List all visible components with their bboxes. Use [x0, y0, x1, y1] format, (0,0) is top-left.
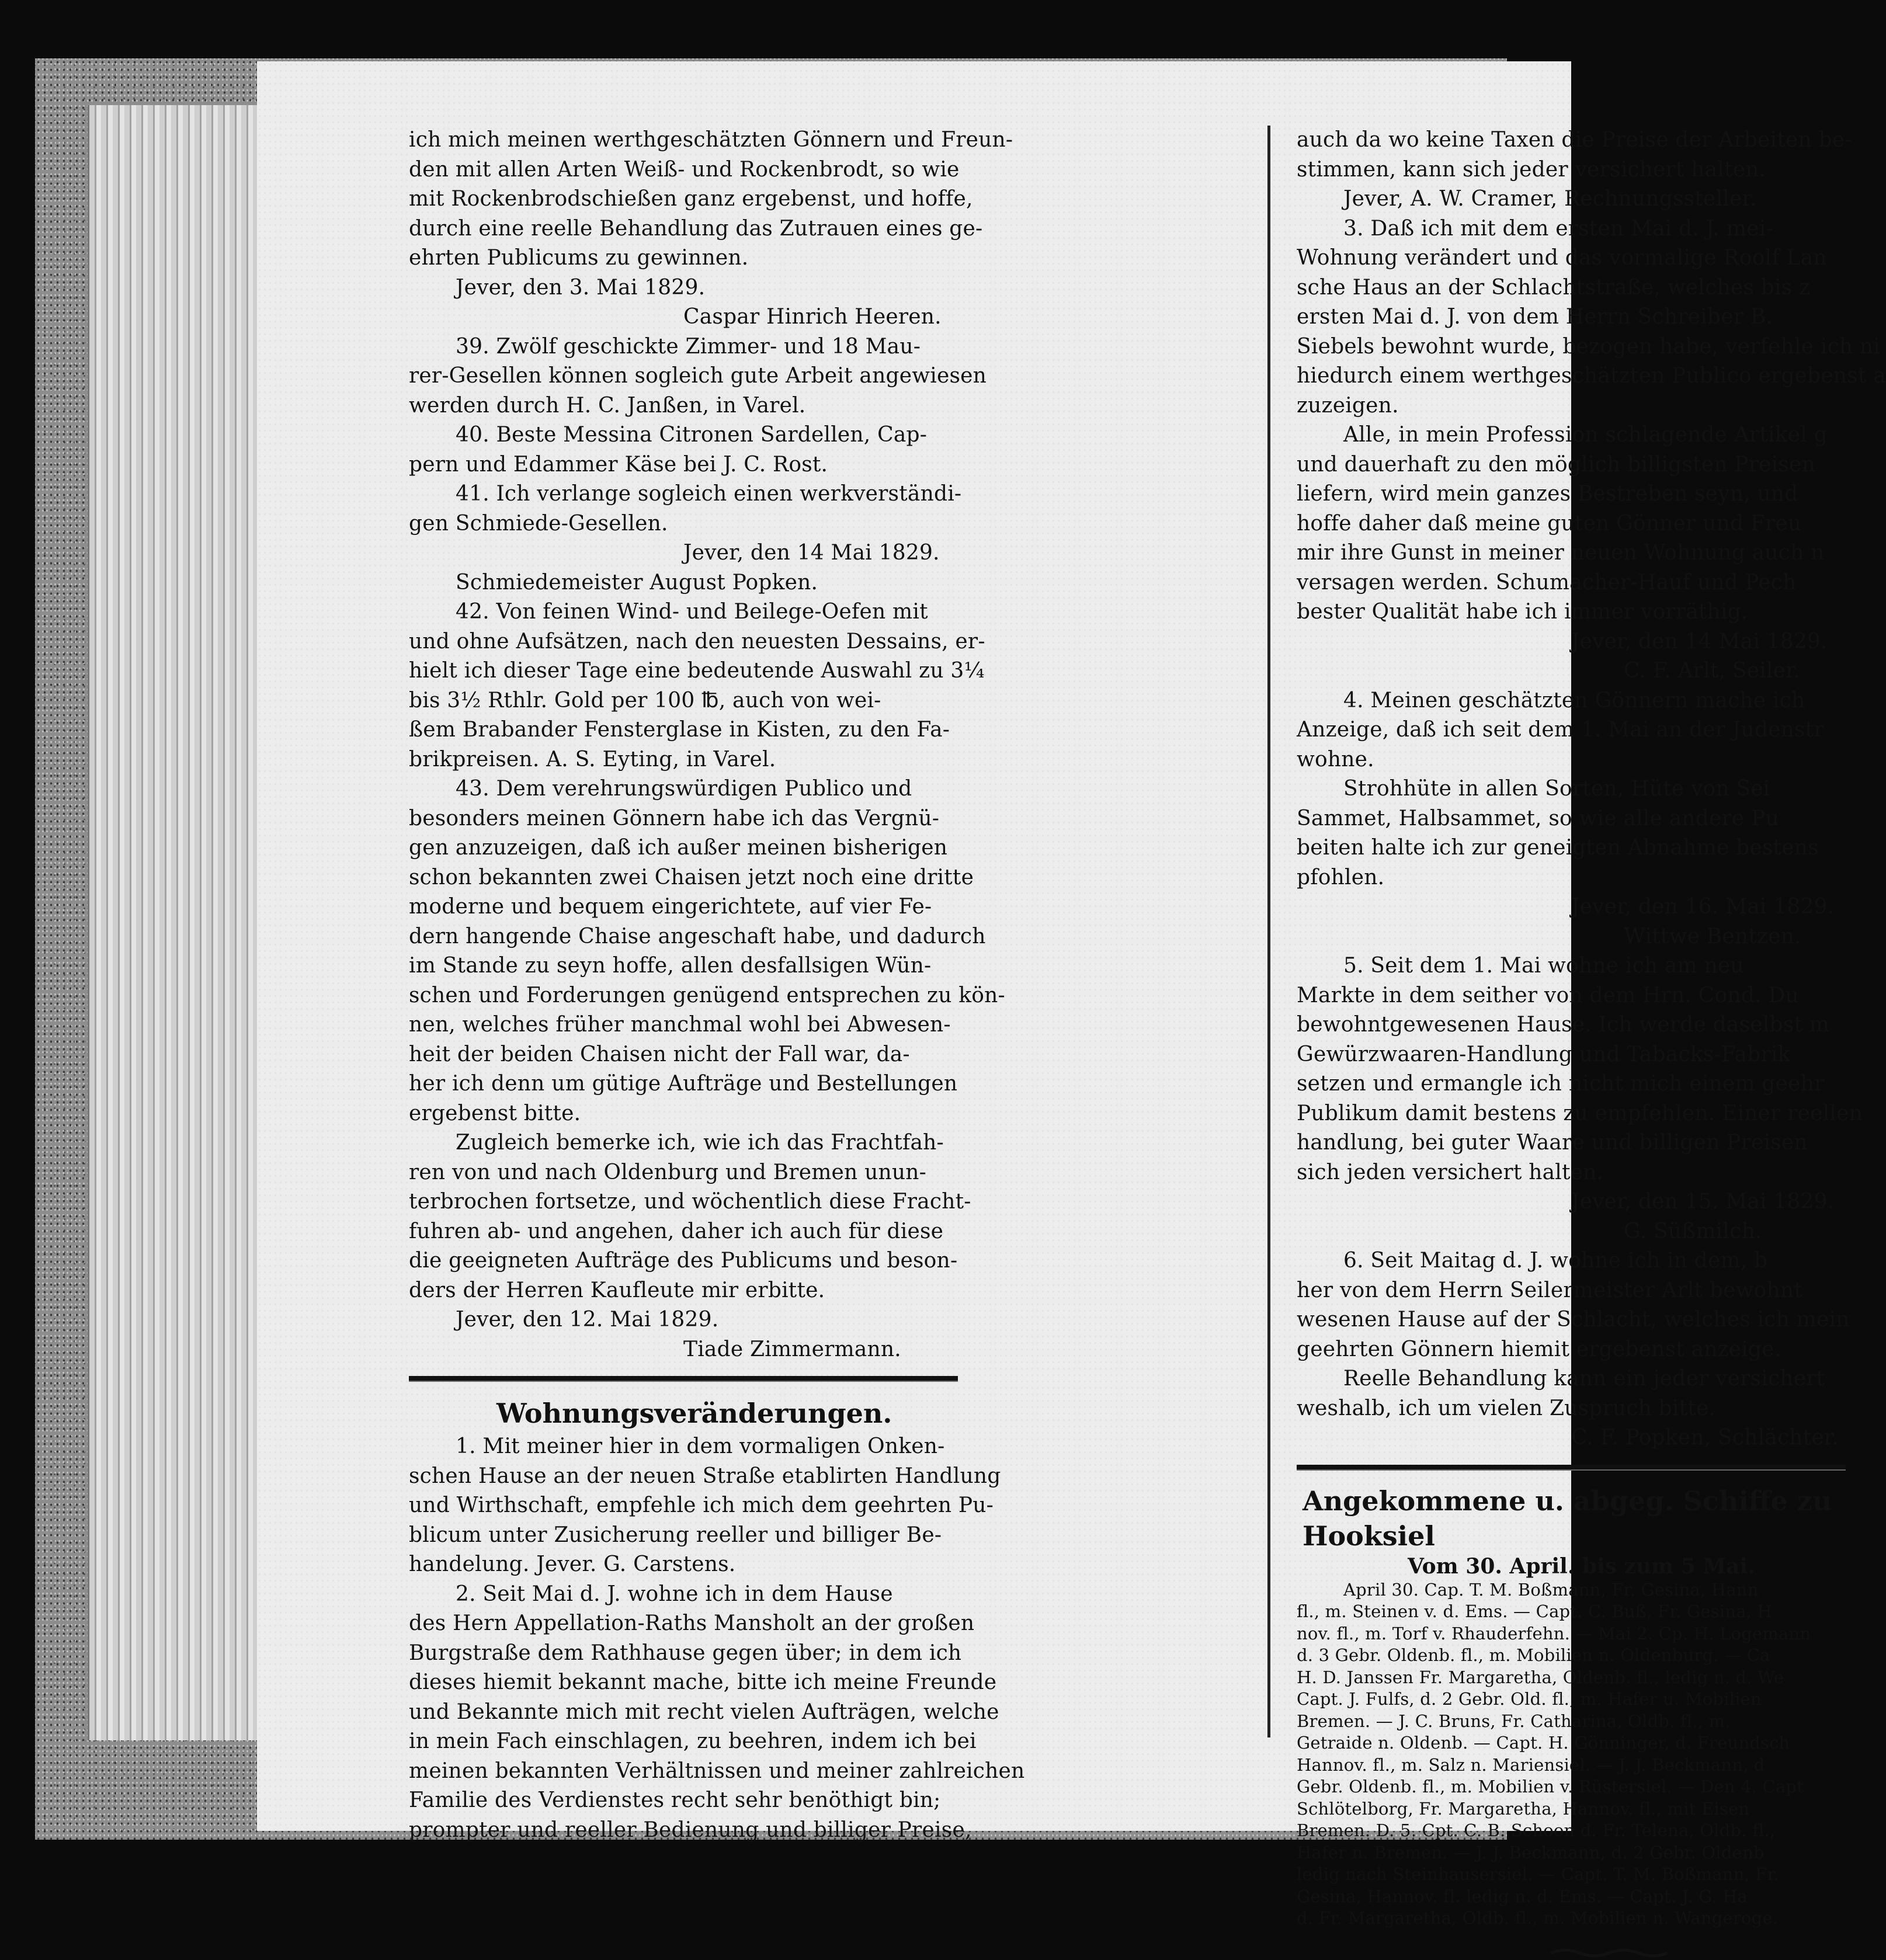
ship-line: ledig nach Steinhausersiel. — Capt. T. M. Boßmann, Fr.	[1297, 1864, 1779, 1884]
ship-line: Gebr. Oldenb. fl., m. Mobilien v. Rüstersiel. — Den 4. Capt	[1297, 1777, 1804, 1796]
notice-4-line: 4. Meinen geschätzten Gönnern mache ich	[1343, 688, 1805, 713]
signature: Wittwe Bentzen.	[1624, 924, 1801, 948]
text-line: Sammet, Halbsammet, so wie alle andere Pu	[1297, 806, 1779, 830]
dateline: Jever, den 15. Mai 1829.	[1571, 1190, 1835, 1214]
text-line: Gewürzwaaren-Handlung und Tabacks-Fabrik	[1297, 1042, 1791, 1066]
text-line: hielt ich dieser Tage eine bedeutende Auswahl zu 3¼	[409, 659, 985, 683]
dateline: Jever, den 12. Mai 1829.	[456, 1308, 719, 1332]
text-line: sche Haus an der Schlachtstraße, welches bis z	[1297, 275, 1811, 300]
notice-6-line: 6. Seit Maitag d. J. wohne ich in dem, b	[1343, 1249, 1768, 1273]
text-line: im Stande zu seyn hoffe, allen desfallsigen Wün-	[409, 954, 932, 978]
ship-line: April 30. Cap. T. M. Boßmann, Fr. Gesina, Hann	[1343, 1579, 1759, 1600]
flourish-ornament	[1548, 1946, 1682, 1958]
section-rule	[1297, 1465, 1846, 1471]
newspaper-page	[257, 61, 1886, 1928]
text-line: setzen und ermangle ich nicht mich einem geehr	[1297, 1072, 1825, 1096]
text-line: ehrten Publicums zu gewinnen.	[409, 246, 749, 270]
ship-line: d. Fr. Margaretha, Oldb. fl., m. Mobilien n. Wangeroge.	[1297, 1908, 1779, 1928]
advert-42-line: 42. Von feinen Wind- und Beilege-Oefen mit	[456, 600, 928, 624]
ship-line: Gesina, Hannov. fl. ledig n. d. Ems. — Capt. J. G. Ha	[1297, 1886, 1748, 1906]
text-line: den mit allen Arten Weiß- und Rockenbrodt, so wie	[409, 157, 960, 182]
advert-heeren	[409, 126, 1250, 332]
text-line: in mein Fach einschlagen, zu beehren, indem ich bei	[409, 1729, 977, 1753]
ship-line: Hafer n. Bremen. — J. J. Beckmann, d. 2 Gebr. Oldenb	[1297, 1842, 1765, 1862]
column-divider	[1267, 126, 1270, 1737]
text-line: gen anzuzeigen, daß ich außer meinen bisherigen	[409, 836, 948, 860]
ship-line: nov. fl., m. Torf v. Rhauderfehn. — Mai 2. Cp. H. Logemann	[1297, 1623, 1811, 1643]
text-line: geehrten Gönnern hiemit ergebenst anzeige.	[1297, 1337, 1781, 1361]
text-line: blicum unter Zusicherung reeller und billiger Be-	[409, 1523, 942, 1547]
text-line: her von dem Herrn Seilermeister Arlt bewohnt	[1297, 1278, 1802, 1302]
text-line: stimmen, kann sich jeder versichert halten.	[1297, 157, 1766, 182]
text-line: handlung, bei guter Waare und billigen Preisen	[1297, 1131, 1808, 1155]
text-line: ders der Herren Kaufleute mir erbitte.	[409, 1278, 825, 1302]
ships-list	[1297, 1579, 1846, 1930]
ship-line: fl., m. Steinen v. d. Ems. — Capt. C. Buß, Fr. Gesina, H	[1297, 1601, 1773, 1621]
text-line: pfohlen.	[1297, 865, 1385, 889]
ship-line: d. 3 Gebr. Oldenb. fl., m. Mobilien n. Oldenburg. — Ca	[1297, 1645, 1770, 1665]
text-line: ren von und nach Oldenburg und Bremen unun-	[409, 1160, 926, 1184]
text-line: Alle, in mein Profession schlagende Artikel g	[1343, 423, 1828, 447]
left-column	[409, 126, 1250, 1845]
right-column	[1297, 126, 1886, 1960]
text-line: meinen bekannten Verhältnissen und meiner zahlreichen	[409, 1759, 1025, 1783]
ship-line: H. D. Janssen Fr. Margaretha, Oldenb. fl., ledig n. d. We	[1297, 1667, 1784, 1687]
ship-line: Getraide n. Oldenb. — Capt. H. Gönninger, d. Freundsch	[1297, 1733, 1790, 1753]
text-line: Wohnung verändert und das vormalige Roolf Lan	[1297, 246, 1827, 270]
signature: G. Süßmilch.	[1624, 1219, 1762, 1243]
advert-43-line: 43. Dem verehrungswürdigen Publico und	[456, 777, 912, 801]
signature: Tiade Zimmermann.	[683, 1337, 901, 1361]
text-line: Reelle Behandlung kann ein jeder versichert	[1343, 1367, 1825, 1391]
text-line: handelung. Jever. G. Carstens.	[409, 1552, 736, 1576]
ship-line: Capt. J. Fulfs, d. 2 Gebr. Old. fl., m. Hafer u. Mobilien	[1297, 1689, 1762, 1709]
text-line: mit Rockenbrodschießen ganz ergebenst, und hoffe,	[409, 187, 973, 211]
text-line: auch da wo keine Taxen die Preise der Arbeiten be-	[1297, 128, 1852, 152]
notice-2-line: 2. Seit Mai d. J. wohne ich in dem Hause	[456, 1582, 893, 1606]
dateline: Jever, den 3. Mai 1829.	[456, 275, 706, 300]
text-line: liefern, wird mein ganzes Bestreben seyn, und	[1297, 482, 1798, 506]
text-line: sich jeden versichert halten.	[1297, 1160, 1604, 1184]
text-line: die geeigneten Aufträge des Publicums und beson-	[409, 1249, 958, 1273]
dateline: Jever, den 14 Mai 1829.	[683, 541, 940, 565]
text-line: hiedurch einem werthgeschätzten Publico ergebenst a	[1297, 364, 1886, 388]
text-line: bester Qualität habe ich immer vorräthig.	[1297, 600, 1748, 624]
text-line: besonders meinen Gönnern habe ich das Vergnü-	[409, 806, 940, 830]
text-line: Siebels bewohnt wurde, bezogen habe, verfehle ich ni	[1297, 334, 1881, 359]
text-line: moderne und bequem eingerichtete, auf vier Fe-	[409, 895, 932, 919]
text-line: her ich denn um gütige Aufträge und Bestellungen	[409, 1072, 958, 1096]
signature: C. F. Popken, Schlächter.	[1571, 1426, 1839, 1450]
advert-41-line: 41. Ich verlange sogleich einen werkverständi-	[456, 482, 962, 506]
ship-line: Bremen. D. 5. Cpt. C. B. Schoon d. Fr. Telena, Oldb. fl.,	[1297, 1820, 1776, 1840]
dateline: Jever, den 14 Mai 1829.	[1571, 629, 1828, 654]
ship-line: Schlötelborg, Fr. Margaretha, Hannov. fl., mit Eisen	[1297, 1798, 1750, 1819]
text-line: beiten halte ich zur geneigten Abnahme bestens	[1297, 836, 1819, 860]
text-line: Zugleich bemerke ich, wie ich das Frachtfah-	[456, 1131, 944, 1155]
text-line: wohne.	[1297, 747, 1374, 772]
ships-date-range: Vom 30. April. bis zum 5 Mai.	[1408, 1554, 1755, 1579]
text-line: Burgstraße dem Rathhause gegen über; in dem ich	[409, 1641, 962, 1665]
signature: C. F. Arlt, Seiler.	[1624, 659, 1801, 683]
signature: Caspar Hinrich Heeren.	[683, 305, 942, 329]
advert-40-line: 40. Beste Messina Citronen Sardellen, Cap-	[456, 423, 928, 447]
text-line: rer-Gesellen können sogleich gute Arbeit angewiesen	[409, 364, 987, 388]
notice-1-line: 1. Mit meiner hier in dem vormaligen Onken-	[456, 1434, 945, 1458]
text-line: Familie des Verdienstes recht sehr benöthigt bin;	[409, 1788, 941, 1812]
advert-39-line: 39. Zwölf geschickte Zimmer- und 18 Mau-	[456, 334, 921, 359]
text-line: terbrochen fortsetze, und wöchentlich diese Fracht-	[409, 1190, 971, 1214]
section-rule	[409, 1376, 958, 1382]
text-line: nen, welches früher manchmal wohl bei Abwesen-	[409, 1013, 951, 1037]
dateline: Jever, den 16. Mai 1829.	[1571, 895, 1835, 919]
ship-line: Bremen. — J. C. Bruns, Fr. Catharina, Oldb. fl., m.	[1297, 1711, 1731, 1731]
text-line: ich mich meinen werthgeschätzten Gönnern und Freun-	[409, 128, 1013, 152]
text-line: zuzeigen.	[1297, 393, 1399, 418]
text-line: schen und Forderungen genügend entsprechen zu kön-	[409, 983, 1005, 1007]
housing-notices	[409, 1432, 1250, 1845]
signature: Jever, A. W. Cramer, Rechnungssteller.	[1343, 187, 1757, 211]
text-line: und Wirthschaft, empfehle ich mich dem geehrten Pu-	[409, 1493, 994, 1517]
text-line: und ohne Aufsätzen, nach den neuesten Dessains, er-	[409, 629, 985, 654]
text-line: brikpreisen. A. S. Eyting, in Varel.	[409, 747, 776, 772]
text-line: wesenen Hause auf der Schlacht, welches ich mein	[1297, 1308, 1850, 1332]
text-line: bewohntgewesenen Hause. Ich werde daselbst m	[1297, 1013, 1830, 1037]
text-line: mir ihre Gunst in meiner neuen Wohnung auch n	[1297, 541, 1825, 565]
text-line: des Hern Appellation-Raths Mansholt an der großen	[409, 1611, 975, 1635]
text-line: durch eine reelle Behandlung das Zutrauen eines ge-	[409, 216, 983, 241]
text-line: fuhren ab- und angehen, daher ich auch für diese	[409, 1219, 944, 1243]
text-line: versagen werden. Schumacher-Hauf und Pech	[1297, 570, 1797, 595]
ships-heading: Angekommene u. abgeg. Schiffe zu Hooksiel	[1303, 1485, 1832, 1552]
text-line: ergebenst bitte.	[409, 1101, 581, 1125]
text-line: ersten Mai d. J. von dem Herrn Schreiber B.	[1297, 305, 1773, 329]
text-line: Strohhüte in allen Sorten, Hüte von Sei	[1343, 777, 1770, 801]
text-line: heit der beiden Chaisen nicht der Fall war, da-	[409, 1042, 910, 1066]
text-line: prompter und reeller Bedienung und billiger Preise,	[409, 1817, 972, 1842]
text-line: ßem Brabander Fensterglase in Kisten, zu den Fa-	[409, 718, 950, 742]
text-line: schen Hause an der neuen Straße etablirten Handlung	[409, 1464, 1001, 1488]
signature: Schmiedemeister August Popken.	[456, 570, 818, 595]
text-line: hoffe daher daß meine guten Gönner und Freu	[1297, 511, 1802, 536]
text-line: Publikum damit bestens zu empfehlen. Einer reellen	[1297, 1101, 1863, 1125]
notice-3-line: 3. Daß ich mit dem ersten Mai d. J. mei-	[1343, 216, 1773, 241]
text-line: dieses hiemit bekannt mache, bitte ich meine Freunde	[409, 1670, 997, 1694]
text-line: bis 3½ Rthlr. Gold per 100 ℔, auch von wei-	[409, 688, 881, 713]
section-heading: Wohnungsveränderungen.	[496, 1398, 892, 1429]
page-edges	[88, 105, 265, 1740]
text-line: gen Schmiede-Gesellen.	[409, 511, 668, 536]
text-line: pern und Edammer Käse bei J. C. Rost.	[409, 452, 828, 477]
text-line: schon bekannten zwei Chaisen jetzt noch eine dritte	[409, 865, 974, 889]
text-line: und Bekannte mich mit recht vielen Aufträgen, welche	[409, 1700, 999, 1724]
text-line: dern hangende Chaise angeschaft habe, und dadurch	[409, 924, 986, 948]
text-line: weshalb, ich um vielen Zuspruch bitte.	[1297, 1396, 1716, 1420]
adverts-39-43	[409, 332, 1250, 1365]
text-line: werden durch H. C. Janßen, in Varel.	[409, 393, 806, 418]
text-line: und dauerhaft zu den möglich billigsten Preisen	[1297, 452, 1815, 477]
housing-notices-continued	[1297, 126, 1886, 1453]
notice-5-line: 5. Seit dem 1. Mai wohne ich am neu	[1343, 954, 1744, 978]
text-line: Markte in dem seither von dem Hrn. Cond. Du	[1297, 983, 1799, 1007]
ship-line: Hannov. fl., m. Salz n. Mariensiel. — J. J. Beckmann, d	[1297, 1754, 1765, 1775]
text-line: Anzeige, daß ich seit dem 1. Mai an der Judenstr	[1297, 718, 1824, 742]
